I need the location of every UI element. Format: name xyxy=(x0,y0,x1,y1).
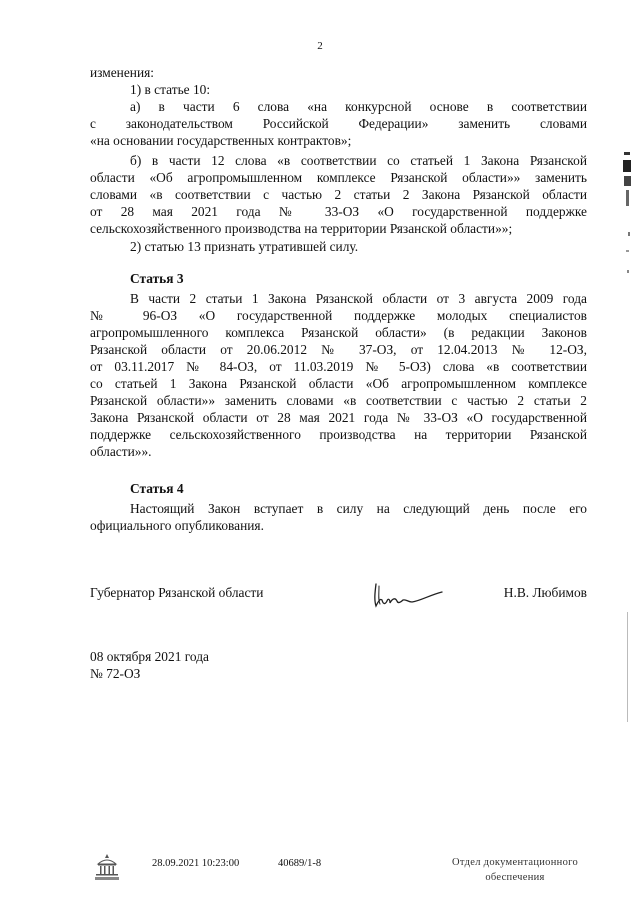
duma-emblem-icon xyxy=(90,852,124,882)
body-line: сельскохозяйственного производства на территории Рязанской области»»; xyxy=(90,221,513,236)
article-3-heading: Статья 3 xyxy=(130,271,184,286)
footer-doc-number: 40689/1-8 xyxy=(278,858,322,869)
footer-timestamp: 28.09.2021 10:23:00 xyxy=(152,858,240,869)
law-number: № 72-ОЗ xyxy=(90,666,141,681)
body-line: 1) в статье 10: xyxy=(130,82,211,97)
body-line: изменения: xyxy=(90,65,155,80)
body-line: области «Об агропромышленном комплексе Рязанской области»» заменить xyxy=(90,170,587,185)
article-4-line: Настоящий Закон вступает в силу на следующий день после его xyxy=(130,501,587,516)
article-3-line: со статьей 1 Закона Рязанской области «Об агропромышленном комплексе xyxy=(90,376,587,391)
law-date: 08 октября 2021 года xyxy=(90,649,209,664)
page-number: 2 xyxy=(317,40,323,52)
article-3-line: области»». xyxy=(90,444,152,459)
department-stamp-line: Отдел документационного xyxy=(451,857,579,868)
article-3-line: № 96-ОЗ «О государственной поддержке молодых специалистов xyxy=(90,308,587,323)
article-3-line: В части 2 статьи 1 Закона Рязанской области от 3 августа 2009 года xyxy=(130,291,587,306)
department-stamp xyxy=(440,855,590,885)
article-3-line: агропромышленного комплекса Рязанской области» (в редакции Законов xyxy=(90,325,587,340)
article-3-line: Рязанской области от 20.06.2012 № 37-ОЗ, от 12.04.2013 № 12-ОЗ, xyxy=(90,342,587,357)
body-line: словами «в соответствии с частью 2 статьи 2 Закона Рязанской области xyxy=(90,187,587,202)
article-3-line: Закона Рязанской области от 28 мая 2021 года № 33-ОЗ «О государственной xyxy=(90,410,587,425)
scan-edge-mark xyxy=(620,150,634,210)
scan-edge-mark xyxy=(620,230,634,290)
signatory-title: Губернатор Рязанской области xyxy=(90,585,264,600)
body-line: от 28 мая 2021 года № 33-ОЗ «О государственной поддержке xyxy=(90,204,587,219)
handwritten-signature xyxy=(370,580,450,610)
article-3-line: от 03.11.2017 № 84-ОЗ, от 11.03.2019 № 5-ОЗ) слова «в соответствии xyxy=(90,359,587,374)
article-3-line: Рязанской области»» заменить словами «в соответствии с частью 2 статьи 2 xyxy=(90,393,587,408)
signatory-name: Н.В. Любимов xyxy=(503,585,587,600)
body-line: с законодательством Российской Федерации» заменить словами xyxy=(90,116,587,131)
body-line: 2) статью 13 признать утратившей силу. xyxy=(130,239,359,254)
article-3-line: поддержке сельскохозяйственного производства на территории Рязанской xyxy=(90,427,587,442)
body-line: б) в части 12 слова «в соответствии со статьей 1 Закона Рязанской xyxy=(130,153,587,168)
department-stamp-line: обеспечения xyxy=(485,872,545,883)
scan-edge-mark xyxy=(620,610,634,730)
article-4-heading: Статья 4 xyxy=(130,481,184,496)
article-4-line: официального опубликования. xyxy=(90,518,264,533)
body-line: а) в части 6 слова «на конкурсной основе в соответствии xyxy=(130,99,587,114)
body-line: «на основании государственных контрактов»; xyxy=(90,133,352,148)
